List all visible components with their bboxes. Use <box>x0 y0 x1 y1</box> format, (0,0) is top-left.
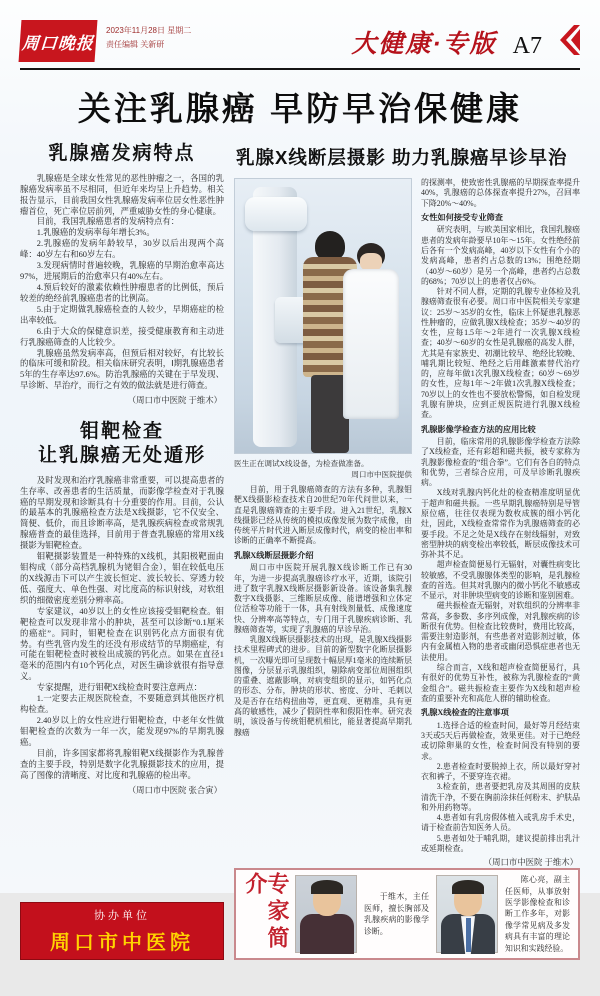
paragraph: 目前，临床常用的乳腺影像学检查方法除了X线检查，还有彩超和磁共振，被专家称为乳腺影像检查的“组合拳”。它们有各自的特点和优势，三者综合应用，可及早诊断乳腺疾病。 <box>421 437 580 488</box>
article1-body <box>20 174 224 392</box>
date-editor-block <box>106 24 191 53</box>
numbered-item: 2.患者检查时要脱掉上衣，所以最好穿衬衣和裤子，不要穿连衣裙。 <box>421 761 580 782</box>
paragraph: 针对不同人群，定期的乳腺专业体检及乳腺癌筛查很有必要。周口市中医院相关专家建议：25岁～35岁的女性，临床上怀疑患乳腺恶性肿瘤的，应做乳腺X线检查；35岁～40岁的女性，应每1.5年～2年进行一次乳腺X线检查；40岁～60岁的女性是乳腺癌的高发人群，尤其是有家族史、初潮比较早、绝经比较晚、哺乳期比较短、绝经之后用雌激素替代治疗的，应每年做1次乳腺X线检查；60岁～69岁的女性，应每1年～2年做1次乳腺X线检查；70岁以上的女性也不要放松警惕，如自检发现乳腺有肿块，应到正规医院进行乳腺X线检查。 <box>421 287 580 420</box>
content-area <box>0 138 600 996</box>
subhead-exam-precautions: 乳腺X线检查的注意事项 <box>421 708 509 718</box>
numbered-item: 4.患者如有乳房假体植入或乳房手术史，请于检查前告知医务人员。 <box>421 813 580 833</box>
paragraph: 2.40岁以上的女性应进行钼靶检查，中老年女性做钼靶检查的次数为一年一次，能发现97%的早期乳腺癌。 <box>20 715 224 747</box>
numbered-item: 1.选择合适的检查时间，最好等月经结束3天或5天后再做检查，效果更佳。对于已绝经或切除卵巢的女性，检查时间没有特别的要求。 <box>421 720 580 761</box>
photo-caption <box>234 458 412 480</box>
expert2-hair <box>452 880 484 894</box>
right-column <box>421 178 580 868</box>
paragraph: 综合而言，X线和超声检查简便易行，具有很好的优势互补性，被称为乳腺检查的“黄金组合”。磁共振检查主要作为X线和超声检查的重要补充和高危人群的辅助检查。 <box>421 663 580 703</box>
sponsor-label: 协办单位 <box>94 910 150 923</box>
main-article-columns <box>234 178 580 868</box>
paragraph: 乳腺X线断层摄影技术的出现，是乳腺X线摄影技术里程碑式的进步。目前的新型数字化断层摄影机，一次曝光即可呈现数十幅层厚1毫米的连续断层图像，分层显示乳腺组织，剔除病变部位周围组织的重叠、遮蔽影响，对病变组织的显示，如钙化点的形态、分布，肿块的形状、密度、分叶、毛刺以及是否存在结构扭曲等，更直观、更精准，具有更高的敏感性，减少了假阴性率和假阳性率。研究表明，该设备与传统钼靶机相比，能显著提高早期乳腺癌 <box>234 635 412 737</box>
article1-title: 乳腺癌发病特点 <box>48 143 196 164</box>
subhead-tomosynthesis-intro: 乳腺X线断层摄影介绍 <box>234 550 314 560</box>
expert-intro-box <box>234 868 580 960</box>
middle-column-body <box>234 485 412 738</box>
article2-body <box>20 476 224 782</box>
date-line: 2023年11月28日 星期二 <box>106 26 192 35</box>
paragraph: 钼靶摄影装置是一种特殊的X线机，其阳极靶面由钼构成（部分高档乳腺机为铑钼合金），钼在较低电压的X线源击下可以产生波长恒定、波长较长、穿透力较低、强度大、单色性强、对比度高的标识射线，对软组织的细微密度差别分辨率高。 <box>20 552 224 605</box>
photo-caption-text: 医生正在调试X线设备，为检查做准备。 <box>234 459 369 468</box>
main-headline: 关注乳腺癌 早防早治保健康 <box>77 90 523 127</box>
paragraph: 专家提醒，进行钼靶X线检查时要注意两点： <box>36 683 202 693</box>
paragraph: 2.乳腺癌的发病年龄较早，30岁以后出现两个高峰：40岁左右和60岁左右。 <box>20 239 224 260</box>
paragraph: 周口市中医院开展乳腺X线诊断工作已有30年，为进一步提高乳腺癌诊疗水平，近期，该院引进了数字乳腺X线断层摄影新设备。该设备集乳腺数字X线摄影、三维断层成像、能谱增强和立体定位活检等功能于一体，具有射线剂量低、成像速度快、分辨率高等特点，专门用于乳腺疾病诊断、乳腺癌筛查等，实现了乳腺癌的早诊早治。 <box>234 563 412 634</box>
paragraph: 4.预后较好的激素依赖性肿瘤患者的比例低，预后较差的绝经前乳腺癌患者的比例高。 <box>20 282 224 303</box>
article2-byline: （周口市中医院 张合寅） <box>127 785 222 795</box>
sponsor-box <box>20 902 224 960</box>
paragraph: X线对乳腺内钙化灶的检查精准度明显优于超声和磁共振。一些早期乳腺癌特别是导管原位癌，往往仅表现为数枚成簇的细小钙化灶，因此，X线检查常常作为乳腺癌筛查的必要手段。不足之处是X线存在射线辐射，对致密型肿块的病变检出率较低，断层成像技术可弥补其不足。 <box>421 488 580 560</box>
sponsor-hospital-name: 周口市中医院 <box>50 932 194 955</box>
left-column <box>20 140 224 960</box>
article2-title-line2: 让乳腺癌无处遁形 <box>37 444 206 466</box>
main-article-byline: （周口市中医院 于维木） <box>483 858 578 868</box>
paragraph: 1.乳腺癌的发病率每年增长3%。 <box>36 228 155 238</box>
machine-head <box>245 197 307 231</box>
subhead-imaging-comparison: 乳腺影像学检查方法的应用比较 <box>421 424 536 434</box>
red-chevron-icon <box>554 25 580 62</box>
paragraph: 5.由于定期做乳腺癌检查的人较少，早期癌症的检出率较低。 <box>20 304 224 325</box>
article2-title-line1: 钼靶检查 <box>79 421 164 443</box>
section-name: 大健康·专版 <box>351 30 497 58</box>
numbered-item: 5.患者如处于哺乳期，建议提前排出乳汁或延期检查。 <box>421 833 580 853</box>
paragraph: 乳腺癌虽然发病率高，但预后相对较好，有比较长的临床可缓和阶段。相关临床研究表明，Ⅰ期乳腺癌患者5年的生存率达97.6%。防治乳腺癌的关键在于早发现、早诊断、早治疗，而行之有效的做法就是进行筛查。 <box>20 348 224 391</box>
paragraph: 乳腺癌是全球女性常见的恶性肿瘤之一，各国的乳腺癌发病率虽不尽相同，但近年来均呈上升趋势。相关报告显示，目前我国女性乳腺癌发病率位居女性恶性肿瘤首位，死亡率位居前列，严重威胁女性的身心健康。 <box>20 173 224 216</box>
mammography-photo <box>234 178 412 454</box>
numbered-item: 3.检查前，患者要把乳房及其周围的皮肤清洗干净，不要在胸前涂抹任何粉末、护肤品和外用药物等。 <box>421 782 580 812</box>
expert2-portrait <box>436 875 498 953</box>
paragraph: 研究表明，与欧美国家相比，我国乳腺癌患者的发病年龄要早10年～15年。女性绝经前后各有一个发病高峰，40岁以下女性有个小的发病高峰，患者约占总数的13%；围绝经期（40岁～60岁）是另一个高峰，患者约占总数的68%；70岁以上的患者仅占6%。 <box>421 225 580 286</box>
paragraph: 磁共振检查无辐射，对软组织的分辨率非常高，多参数、多序列成像，对乳腺疾病的诊断很有优势。但检查比较费时，费用比较高，需要注射造影剂，有些患者对造影剂过敏，体内有金属植入物的患者或幽闭恐惧症患者也无法使用。 <box>421 601 580 662</box>
expert-box-title: 专家简介 <box>243 872 290 954</box>
main-article <box>234 140 580 960</box>
middle-column <box>234 178 412 868</box>
article1-byline: （周口市中医院 于维木） <box>127 396 222 406</box>
paragraph: 目前，我国乳腺癌患者的发病特点有： <box>36 217 180 227</box>
paragraph: 3.发现病情时普遍较晚，乳腺癌的早期治愈率高达97%，进展期后的治愈率只有40%左右。 <box>20 261 224 282</box>
editor-line: 责任编辑 关新研 <box>106 40 165 50</box>
paragraph: 目前，许多国家都将乳腺钼靶X线摄影作为乳腺普查的主要手段，特别是数字化乳腺摄影技术的应用，提高了图像的清晰度、对比度和乳腺癌的检出率。 <box>20 748 224 780</box>
newspaper-masthead: 周口晚报 <box>19 20 98 62</box>
paragraph: 目前，用于乳腺癌筛查的方法有多种，乳腺钼靶X线摄影检查技术自20世纪70年代问世以来，一直是乳腺癌筛查的主要手段。进入21世纪，乳腺X线摄影已经从传统的模拟成像发展为数字成像，由传统平片时代进入断层成像时代，病变的检出率和诊断的正确率不断提高。 <box>234 485 412 546</box>
expert1-jacket <box>300 914 354 954</box>
paragraph: 专家建议，40岁以上的女性应该接受钼靶检查。钼靶检查可以发现非常小的肿块，甚至可以诊断“0.1厘米的癌症”。同时，钼靶检查在识别钙化点方面很有优势。有些乳管内发生的还没有形成结节的早期癌症，有可能在钼靶检查时被检出成簇的钙化点。如果在直径1毫米的范围内有10个钙化点，对医生确诊就很有指导意义。 <box>20 606 224 682</box>
paragraph: 超声检查简便易行无辐射，对囊性病变比较敏感，不受乳腺腺体类型的影响，是乳腺检查的首选。但其对乳腺内的微小钙化不敏感或不显示，对非肿块型病变的诊断和鉴别困难。 <box>421 560 580 601</box>
page-header <box>0 0 600 62</box>
paragraph: 及时发现和治疗乳腺癌非常重要，可以提高患者的生存率、改善患者的生活质量，而影像学检查对于乳腺癌的早期发现和诊断具有十分重要的作用。目前，公认的最基本的乳腺癌检查方法是X线摄影，它不仅安全、简便、低价，而且诊断率高，是乳腺疾病检查或常规乳腺癌普查的最佳选择，目前用于普查乳腺癌的常用X线摄影为钼靶检查。 <box>20 475 224 551</box>
subhead-professional-screening: 女性如何接受专业筛查 <box>421 212 503 222</box>
paragraph: 6.由于大众的保健意识差，接受健康教育和主动进行乳腺癌筛查的人比较少。 <box>20 326 224 347</box>
main-article-title: 乳腺X线断层摄影 助力乳腺癌早诊早治 <box>236 147 568 168</box>
expert2-tie <box>466 918 471 952</box>
expert1-portrait <box>295 875 357 953</box>
doctor-white-coat <box>343 269 399 419</box>
header-rule <box>20 68 580 70</box>
expert2-bio: 陈心亮，副主任医师，从事放射医学影像检查和诊断工作多年，对影像学常见病及多发病具有丰富的理论知识和实践经验。 <box>505 875 570 953</box>
expert1-hair <box>311 880 343 894</box>
page-number: A7 <box>512 33 542 59</box>
paragraph: 1.一定要去正规医院检查，不要随意到其他医疗机构检查。 <box>20 694 224 715</box>
doctor-figure <box>339 243 403 455</box>
expert1-bio: 于维木，主任医师，擅长胸部及乳腺疾病的影像学诊断。 <box>364 892 429 936</box>
continuation-paragraph: 的探测率，使致密性乳腺癌的早期探查率提升40%，乳腺癌的总体探查率提升27%，召回率下降20%～40%。 <box>421 178 580 208</box>
article2-title <box>20 420 224 468</box>
photo-credit: 周口市中医院提供 <box>351 470 412 479</box>
